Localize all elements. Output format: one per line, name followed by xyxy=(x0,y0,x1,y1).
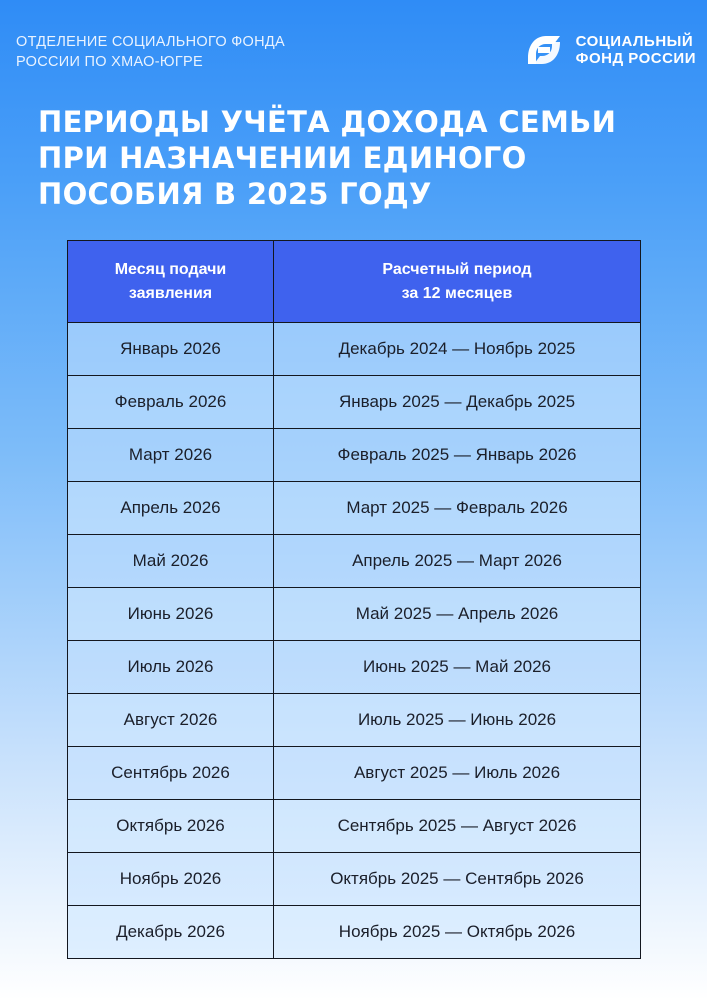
sfr-logo-text xyxy=(576,33,696,67)
table-row xyxy=(68,747,641,800)
income-periods-table xyxy=(67,240,641,959)
title-line-1: ПЕРИОДЫ УЧЁТА ДОХОДА СЕМЬИ xyxy=(38,105,617,139)
logo-text-line-1: СОЦИАЛЬНЫЙ xyxy=(575,33,694,50)
period-cell: Октябрь 2025 — Сентябрь 2026 xyxy=(274,853,641,906)
month-cell: Сентябрь 2026 xyxy=(68,747,274,800)
period-cell: Январь 2025 — Декабрь 2025 xyxy=(274,376,641,429)
header-application-month xyxy=(68,241,274,323)
table-row xyxy=(68,535,641,588)
page-header xyxy=(16,28,696,72)
header-cell-line: Расчетный период xyxy=(382,260,532,278)
month-cell: Январь 2026 xyxy=(68,323,274,376)
table-row xyxy=(68,906,641,959)
logo-text-line-2: ФОНД РОССИИ xyxy=(575,50,696,67)
month-cell: Март 2026 xyxy=(68,429,274,482)
month-cell: Июнь 2026 xyxy=(68,588,274,641)
table-row xyxy=(68,323,641,376)
month-cell: Июль 2026 xyxy=(68,641,274,694)
table-row xyxy=(68,800,641,853)
title-line-2: ПРИ НАЗНАЧЕНИИ ЕДИНОГО xyxy=(38,141,527,175)
sfr-logo-icon xyxy=(522,30,566,70)
period-cell: Февраль 2025 — Январь 2026 xyxy=(274,429,641,482)
period-cell: Декабрь 2024 — Ноябрь 2025 xyxy=(274,323,641,376)
month-cell: Апрель 2026 xyxy=(68,482,274,535)
period-cell: Ноябрь 2025 — Октябрь 2026 xyxy=(274,906,641,959)
page-title xyxy=(38,104,678,212)
header-cell-line: Месяц подачи xyxy=(114,260,227,278)
month-cell: Ноябрь 2026 xyxy=(68,853,274,906)
period-cell: Март 2025 — Февраль 2026 xyxy=(274,482,641,535)
month-cell: Август 2026 xyxy=(68,694,274,747)
header-cell-line: заявления xyxy=(128,284,213,302)
header-cell-line: за 12 месяцев xyxy=(401,284,513,302)
org-name-line-1: ОТДЕЛЕНИЕ СОЦИАЛЬНОГО ФОНДА xyxy=(16,34,285,50)
period-cell: Апрель 2025 — Март 2026 xyxy=(274,535,641,588)
table-row xyxy=(68,641,641,694)
month-cell: Октябрь 2026 xyxy=(68,800,274,853)
table-row xyxy=(68,694,641,747)
month-cell: Февраль 2026 xyxy=(68,376,274,429)
period-cell: Июль 2025 — Июнь 2026 xyxy=(274,694,641,747)
header-calculation-period xyxy=(274,241,641,323)
org-name xyxy=(16,32,285,72)
period-cell: Май 2025 — Апрель 2026 xyxy=(274,588,641,641)
org-name-line-2: РОССИИ ПО ХМАО-ЮГРЕ xyxy=(16,54,203,70)
period-cell: Август 2025 — Июль 2026 xyxy=(274,747,641,800)
table-row xyxy=(68,376,641,429)
table-row xyxy=(68,853,641,906)
month-cell: Май 2026 xyxy=(68,535,274,588)
period-cell: Сентябрь 2025 — Август 2026 xyxy=(274,800,641,853)
month-cell: Декабрь 2026 xyxy=(68,906,274,959)
table-row xyxy=(68,482,641,535)
table-row xyxy=(68,429,641,482)
title-line-3: ПОСОБИЯ В 2025 ГОДУ xyxy=(38,177,432,211)
period-cell: Июнь 2025 — Май 2026 xyxy=(274,641,641,694)
table-header-row xyxy=(68,241,641,323)
table-row xyxy=(68,588,641,641)
sfr-logo xyxy=(522,30,696,70)
